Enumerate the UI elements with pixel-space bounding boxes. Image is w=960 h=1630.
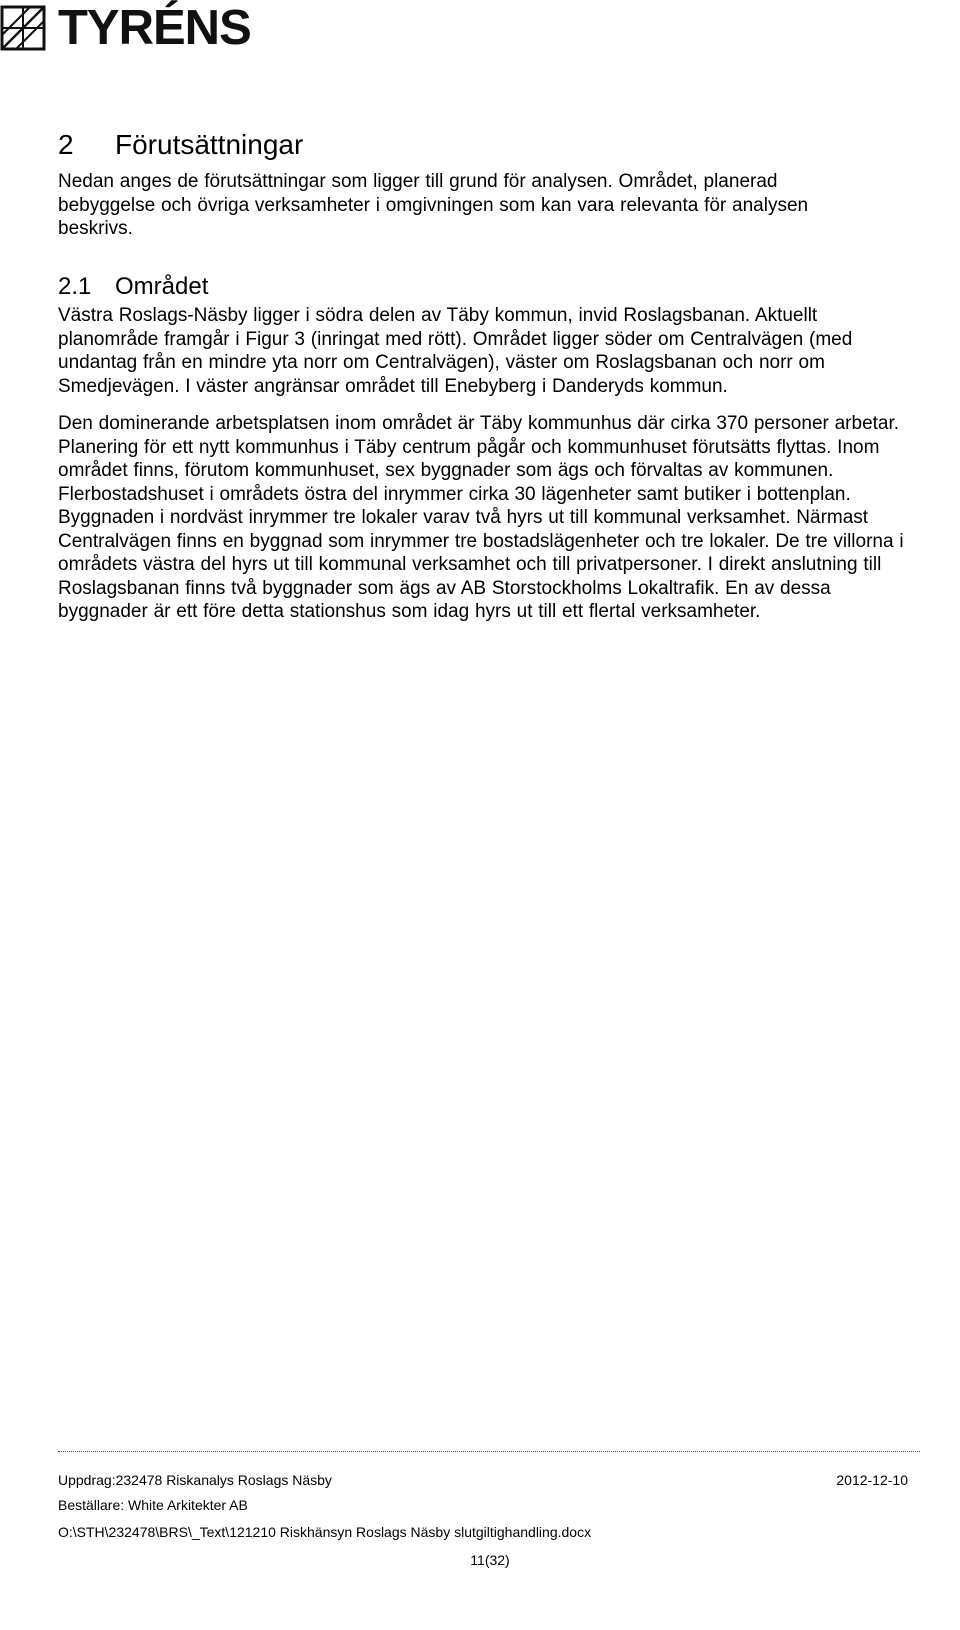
subsection-title: Området <box>115 273 209 300</box>
section-number: 2 <box>58 129 74 160</box>
logo <box>0 1 251 55</box>
footer-page-number: 11(32) <box>470 1552 510 1568</box>
section-heading <box>58 128 303 162</box>
footer-bestallare: Beställare: White Arkitekter AB <box>58 1497 248 1513</box>
subsection-number: 2.1 <box>58 273 92 300</box>
area-workplace-paragraph: Den dominerande arbetsplatsen inom området är Täby kommunhus där cirka 370 personer arbetar. Planering för ett nytt kommunhus i Täby centrum pågår och kommunhuset förutsätts flyttas. Inom området finns, förutom kommunhuset, sex byggnader som ägs och förvaltas av kommunen. Flerbostadshuset i områdets östra del inrymmer cirka 30 lägenheter samt butiker i bottenplan. Byggnaden i nordväst inrymmer tre lokaler varav två hyrs ut till kommunal verksamhet. Närmast Centralvägen finns en byggnad som inrymmer tre bostadslägenheter och tre lokaler. De tre villorna i områdets västra del hyrs ut till kommunal verksamhet och till privatpersoner. I direkt anslutning till Roslagsbanan finns två byggnader som ägs av AB Storstockholms Lokaltrafik. En av dessa byggnader är ett före detta stationshus som idag hyrs ut till ett flertal verksamheter. <box>58 413 904 622</box>
section-intro-paragraph: Nedan anges de förutsättningar som ligger till grund för analysen. Området, planerad bebyggelse och övriga verksamheter i omgivningen som kan vara relevanta för analysen beskrivs. <box>58 171 809 239</box>
section-title: Förutsättningar <box>115 129 304 160</box>
tyrens-logo-icon <box>0 5 46 51</box>
footer-divider <box>58 1451 920 1452</box>
footer-date: 2012-12-10 <box>836 1472 908 1488</box>
subsection-heading <box>58 272 208 302</box>
footer-uppdrag: Uppdrag:232478 Riskanalys Roslags Näsby <box>58 1472 332 1488</box>
footer-file-path: O:\STH\232478\BRS\_Text\121210 Riskhänsyn Roslags Näsby slutgiltighandling.docx <box>58 1524 592 1540</box>
logo-wordmark: TYRÉNS <box>58 1 251 55</box>
area-location-paragraph: Västra Roslags-Näsby ligger i södra delen av Täby kommun, invid Roslagsbanan. Aktuellt planområde framgår i Figur 3 (inringat med rött). Området ligger söder om Centralvägen (med undantag från en mindre yta norr om Centralvägen), väster om Roslagsbanan och norr om Smedjevägen. I väster angränsar området till Enebyberg i Danderyds kommun. <box>58 305 853 397</box>
